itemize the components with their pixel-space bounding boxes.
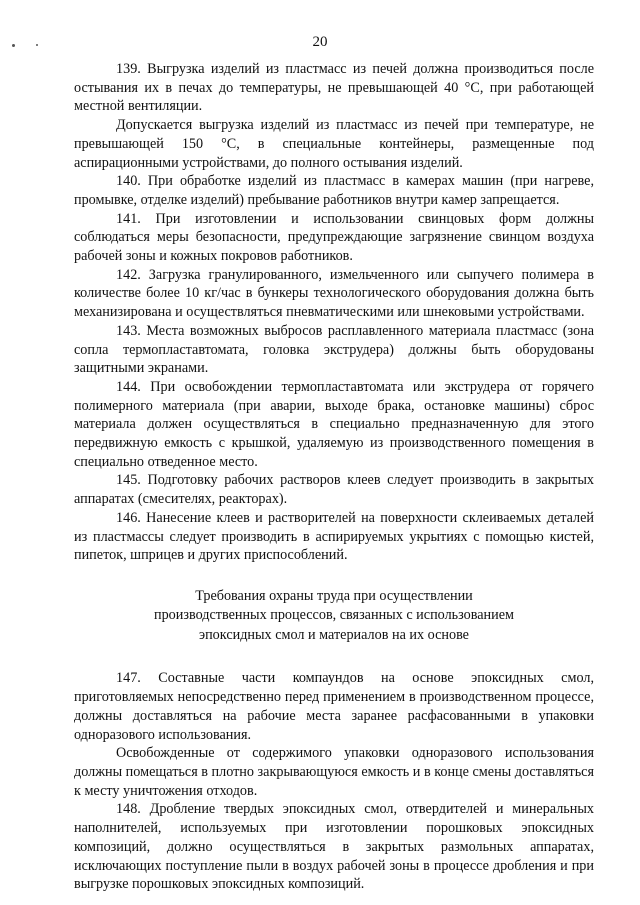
section-heading-line: Требования охраны труда при осуществлении <box>195 587 473 604</box>
section-heading <box>74 587 594 646</box>
paragraph-140: 140. При обработке изделий из пластмасс в камерах машин (при нагреве, промывке, отделке изделий) пребывание работников внутри камер запрещается. <box>74 173 594 208</box>
paragraph-146: 146. Нанесение клеев и растворителей на поверхности склеиваемых деталей из пластмассы следует производить в аспирируемых укрытиях с помощью кистей, пипеток, шприцев и других приспособлений. <box>74 509 594 564</box>
paragraph-144: 144. При освобождении термопластавтомата или экструдера от горячего полимерного материала (при аварии, выходе брака, остановке машины) сброс материала должен осуществляться в специально предназначенную для этого передвижную емкость с крышкой, удаляемую из производственного помещения в специально отведенное место. <box>74 378 594 470</box>
paragraph-141: 141. При изготовлении и использовании свинцовых форм должны соблюдаться меры безопасности, предупреждающие загрязнение свинцом воздуха рабочей зоны и кожных покровов работников. <box>74 210 594 265</box>
paragraph-148: 148. Дробление твердых эпоксидных смол, отвердителей и минеральных наполнителей, используемых при изготовлении порошковых эпоксидных композиций, должно осуществляться в закрытых размольных аппаратах, исключающих поступление пыли в воздух рабочей зоны в процессе дробления и при выгрузке порошковых эпоксидных композиций. <box>74 801 594 893</box>
paragraph-139-cont: Допускается выгрузка изделий из пластмасс из печей при температуре, не превышающей 150 °С, в специальные контейнеры, размещенные под аспирационными устройствами, до полного остывания изделий. <box>74 117 594 171</box>
document-body <box>74 60 594 894</box>
paragraph-147-cont: Освобожденные от содержимого упаковки одноразового использования должны помещаться в плотно закрывающуюся емкость и в конце смены доставляться к месту уничтожения отходов. <box>74 745 594 799</box>
paragraph-145: 145. Подготовку рабочих растворов клеев следует производить в закрытых аппаратах (смесителях, реакторах). <box>74 472 594 508</box>
paragraph-147: 147. Составные части компаундов на основе эпоксидных смол, приготовляемых непосредственно перед применением в производственном процессе, должны доставляться на рабочие места заранее расфасованными в упаковки одноразового использования. <box>74 670 594 743</box>
paragraph-142: 142. Загрузка гранулированного, измельченного или сыпучего полимера в количестве более 10 кг/час в бункеры технологического оборудования должна быть механизирована и осуществляться пневматическими или шнековыми устройствами. <box>74 266 594 321</box>
section-heading-line: эпоксидных смол и материалов на их основе <box>199 626 469 643</box>
paragraph-143: 143. Места возможных выбросов расплавленного материала пластмасс (зона сопла термопластавтомата, головка экструдера) должны быть оборудованы защитными экранами. <box>74 322 594 377</box>
page-number: 20 <box>312 34 328 50</box>
section-heading-line: производственных процессов, связанных с использованием <box>153 607 514 624</box>
paragraph-139: 139. Выгрузка изделий из пластмасс из печей должна производиться после остывания их в печах до температуры, не превышающей 40 °С, при работающей местной вентиляции. <box>74 61 594 115</box>
